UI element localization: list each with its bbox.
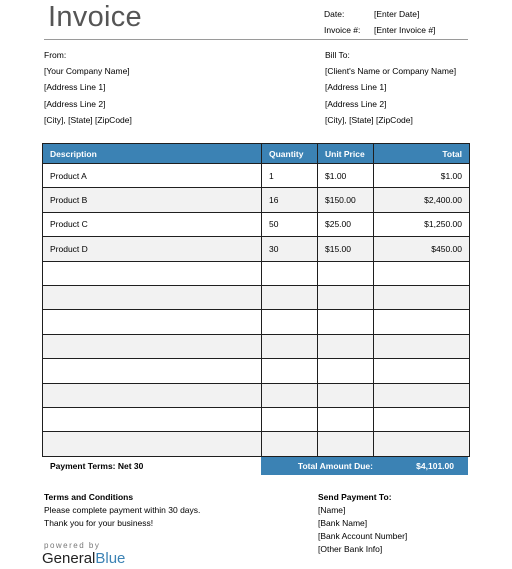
table-row — [43, 310, 470, 334]
cell-quantity[interactable] — [262, 334, 318, 358]
from-line[interactable]: [City], [State] [ZipCode] — [44, 114, 132, 125]
cell-description[interactable]: Product B — [43, 188, 262, 212]
cell-total[interactable] — [374, 310, 470, 334]
cell-quantity[interactable] — [262, 383, 318, 407]
cell-quantity[interactable] — [262, 285, 318, 309]
table-row — [43, 261, 470, 285]
cell-description[interactable] — [43, 359, 262, 383]
cell-quantity[interactable]: 16 — [262, 188, 318, 212]
from-line[interactable]: [Address Line 2] — [44, 98, 106, 109]
cell-quantity[interactable]: 50 — [262, 212, 318, 236]
send-payment-line[interactable]: [Other Bank Info] — [318, 544, 383, 554]
bill-to-block — [325, 47, 456, 128]
total-amount-box — [261, 457, 468, 475]
cell-description[interactable] — [43, 285, 262, 309]
bill-to-label: Bill To: — [325, 50, 350, 60]
total-amount-value: $4,101.00 — [416, 461, 454, 471]
send-payment-line[interactable]: [Bank Account Number] — [318, 531, 408, 541]
col-header-unit-price: Unit Price — [318, 144, 374, 164]
from-label: From: — [44, 50, 67, 60]
table-row — [43, 164, 470, 188]
cell-quantity[interactable] — [262, 359, 318, 383]
items-table — [42, 143, 470, 457]
cell-total[interactable] — [374, 261, 470, 285]
send-payment-line[interactable]: [Bank Name] — [318, 518, 368, 528]
table-row — [43, 188, 470, 212]
terms-line[interactable]: Please complete payment within 30 days. — [44, 505, 201, 515]
cell-quantity[interactable] — [262, 310, 318, 334]
cell-unit-price[interactable]: $1.00 — [318, 164, 374, 188]
generalblue-logo — [42, 550, 125, 567]
send-payment-heading: Send Payment To: — [318, 492, 392, 502]
cell-description[interactable]: Product C — [43, 212, 262, 236]
powered-by-text: powered by — [44, 541, 101, 550]
terms-block — [44, 491, 200, 530]
cell-unit-price[interactable]: $25.00 — [318, 212, 374, 236]
cell-quantity[interactable] — [262, 432, 318, 456]
table-row — [43, 237, 470, 261]
payment-terms: Payment Terms: Net 30 — [50, 461, 144, 471]
cell-total[interactable] — [374, 359, 470, 383]
cell-unit-price[interactable] — [318, 334, 374, 358]
invoice-title: Invoice — [48, 1, 142, 33]
invoice-number-field[interactable]: [Enter Invoice #] — [374, 25, 436, 35]
table-row — [43, 285, 470, 309]
from-line[interactable]: [Address Line 1] — [44, 82, 106, 93]
invoice-number-label: Invoice #: — [324, 25, 361, 35]
cell-total[interactable] — [374, 383, 470, 407]
table-row — [43, 212, 470, 236]
table-row — [43, 432, 470, 456]
cell-description[interactable] — [43, 432, 262, 456]
from-block — [44, 47, 132, 128]
header-divider — [44, 39, 468, 40]
cell-unit-price[interactable] — [318, 310, 374, 334]
cell-total[interactable]: $2,400.00 — [374, 188, 470, 212]
terms-line[interactable]: Thank you for your business! — [44, 518, 154, 528]
col-header-quantity: Quantity — [262, 144, 318, 164]
cell-quantity[interactable]: 30 — [262, 237, 318, 261]
cell-total[interactable] — [374, 407, 470, 431]
cell-quantity[interactable]: 1 — [262, 164, 318, 188]
table-row — [43, 407, 470, 431]
total-amount-label: Total Amount Due: — [297, 461, 373, 471]
send-payment-line[interactable]: [Name] — [318, 505, 346, 515]
cell-description[interactable] — [43, 334, 262, 358]
cell-total[interactable]: $1.00 — [374, 164, 470, 188]
cell-unit-price[interactable] — [318, 407, 374, 431]
cell-description[interactable] — [43, 407, 262, 431]
table-header-row — [43, 144, 470, 164]
table-row — [43, 383, 470, 407]
cell-description[interactable]: Product D — [43, 237, 262, 261]
date-field[interactable]: [Enter Date] — [374, 9, 420, 19]
bill-to-line[interactable]: [Client's Name or Company Name] — [325, 66, 457, 77]
cell-unit-price[interactable] — [318, 383, 374, 407]
bill-to-line[interactable]: [Address Line 1] — [325, 82, 387, 93]
cell-description[interactable] — [43, 310, 262, 334]
bill-to-line[interactable]: [City], [State] [ZipCode] — [325, 114, 413, 125]
cell-unit-price[interactable] — [318, 432, 374, 456]
cell-unit-price[interactable] — [318, 285, 374, 309]
bill-to-line[interactable]: [Address Line 2] — [325, 98, 387, 109]
cell-quantity[interactable] — [262, 407, 318, 431]
cell-description[interactable] — [43, 383, 262, 407]
logo-blue: Blue — [95, 550, 126, 567]
cell-description[interactable]: Product A — [43, 164, 262, 188]
cell-unit-price[interactable]: $150.00 — [318, 188, 374, 212]
date-label: Date: — [324, 9, 345, 19]
cell-total[interactable] — [374, 334, 470, 358]
cell-total[interactable] — [374, 432, 470, 456]
col-header-total: Total — [374, 144, 470, 164]
table-row — [43, 359, 470, 383]
cell-total[interactable] — [374, 285, 470, 309]
cell-total[interactable]: $450.00 — [374, 237, 470, 261]
cell-unit-price[interactable]: $15.00 — [318, 237, 374, 261]
from-line[interactable]: [Your Company Name] — [44, 66, 130, 77]
col-header-description: Description — [43, 144, 262, 164]
cell-unit-price[interactable] — [318, 359, 374, 383]
table-row — [43, 334, 470, 358]
send-payment-block — [318, 491, 407, 556]
cell-quantity[interactable] — [262, 261, 318, 285]
cell-total[interactable]: $1,250.00 — [374, 212, 470, 236]
logo-general: General — [42, 550, 96, 567]
cell-description[interactable] — [43, 261, 262, 285]
terms-heading: Terms and Conditions — [44, 492, 134, 502]
cell-unit-price[interactable] — [318, 261, 374, 285]
